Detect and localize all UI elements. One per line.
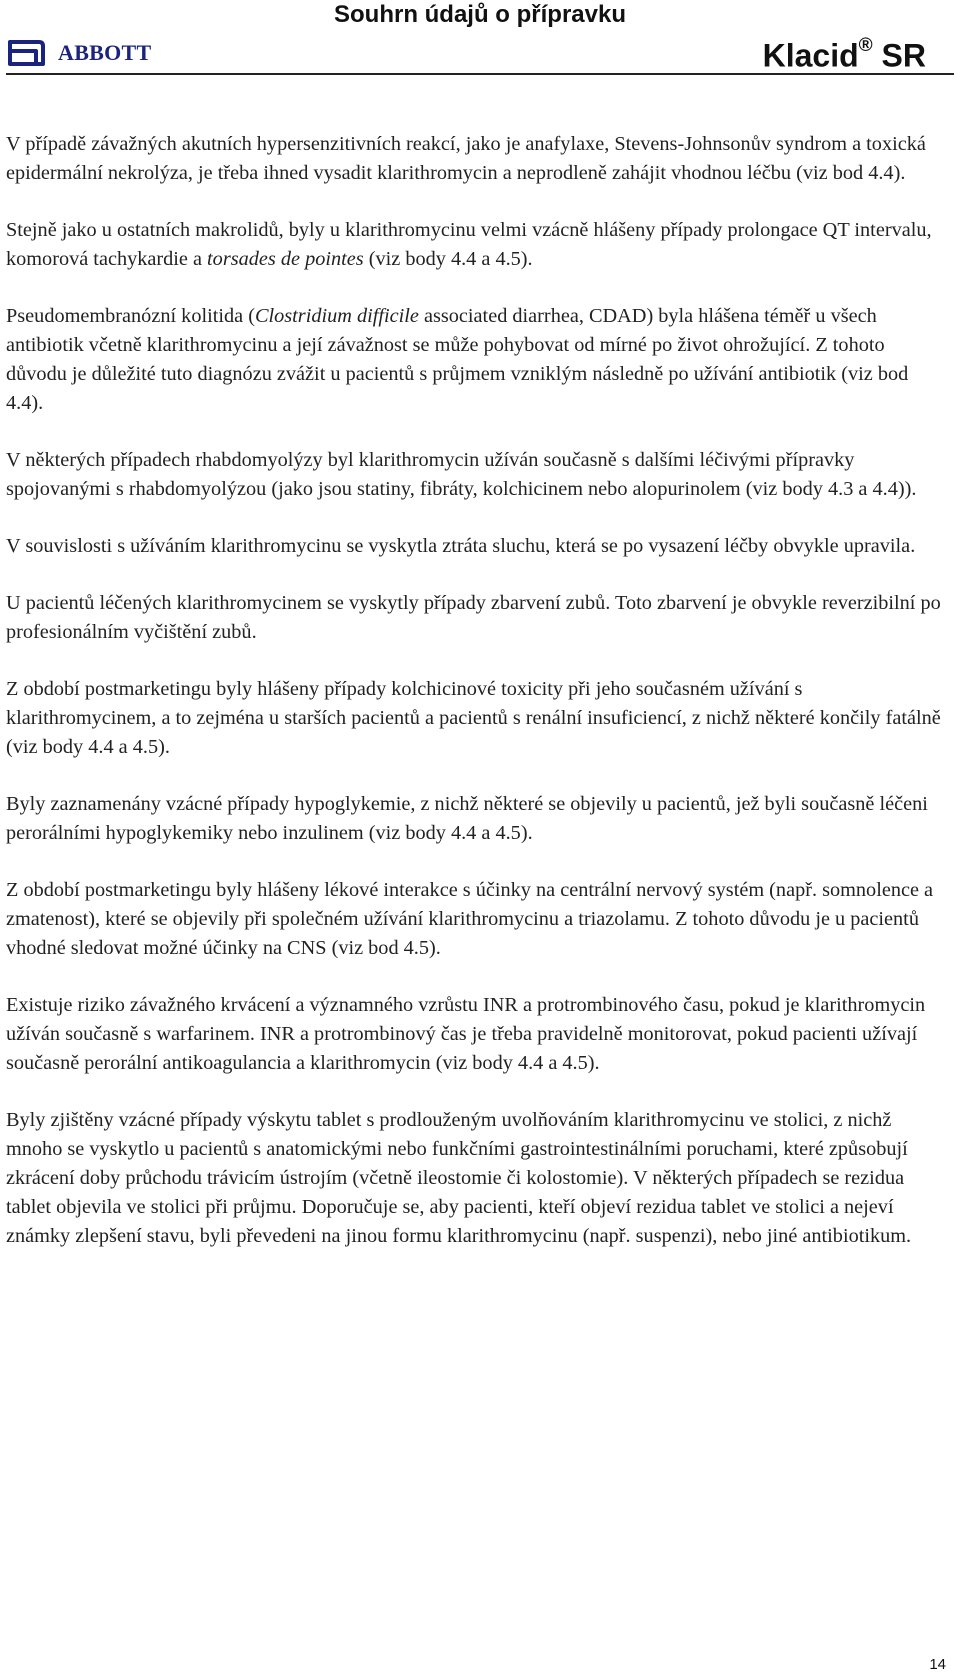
body-paragraph (6, 446, 948, 504)
body-paragraph (6, 991, 948, 1078)
paragraph-text: (viz body 4.4 a 4.5). (363, 248, 533, 270)
body-paragraph (6, 790, 948, 848)
page-number: 14 (929, 1656, 946, 1673)
registered-mark: ® (858, 35, 873, 56)
product-suffix: SR (872, 37, 926, 74)
document-body (6, 130, 948, 1279)
company-logo (6, 36, 152, 70)
company-name: ABBOTT (58, 40, 152, 65)
abbott-logo-icon (6, 39, 46, 67)
body-paragraph (6, 216, 948, 274)
body-paragraph (6, 130, 948, 188)
body-paragraph (6, 589, 948, 647)
product-name-text: Klacid (762, 37, 859, 74)
italic-term: torsades de pointes (207, 248, 364, 270)
paragraph-text: Z období postmarketingu byly hlášeny lékové interakce s účinky na centrální nervový systém (např. somnolence a zmatenost), které se objevily při společném užívání klarithromycinu a triazolamu. Z tohoto důvodu je u pacientů vhodné sledovat možné účinky na CNS (viz bod 4.5). (6, 879, 934, 959)
paragraph-text: Stejně jako u ostatních makrolidů, byly u klarithromycinu velmi vzácně hlášeny případy prolongace QT intervalu, komorová tachykardie a (6, 219, 932, 270)
paragraph-text: Byly zjištěny vzácné případy výskytu tablet s prodlouženým uvolňováním klarithromycinu ve stolici, z nichž mnoho se vyskytlo u pacientů s anatomickými nebo funkčními gastrointestinálními poruchami, které způsobují zkrácení doby průchodu trávicím ústrojím (včetně ileostomie či kolostomie). V některých případech se rezidua tablet objevila ve stolici při průjmu. Doporučuje se, aby pacienti, kteří objeví rezidua tablet ve stolici a nejeví známky zlepšení stavu, byli převedeni na jinou formu klarithromycinu (např. suspenzi), nebo jiné antibiotikum. (6, 1109, 912, 1247)
paragraph-text: V souvislosti s užíváním klarithromycinu se vyskytla ztráta sluchu, která se po vysazení léčby obvykle upravila. (6, 535, 916, 557)
paragraph-text: associated diarrhea, CDAD) byla hlášena téměř u všech antibiotik včetně klarithromycinu a její závažnost se může pohybovat od mírné po život ohrožující. Z tohoto důvodu je důležité tuto diagnózu zvážit u pacientů s průjmem vzniklým následně po užívání antibiotik (viz bod 4.4). (6, 305, 909, 414)
paragraph-text: Z období postmarketingu byly hlášeny případy kolchicinové toxicity při jeho současném užívání s klarithromycinem, a to zejména u starších pacientů a pacientů s renální insuficiencí, z nichž některé končily fatálně (viz body 4.4 a 4.5). (6, 678, 941, 758)
body-paragraph (6, 675, 948, 762)
paragraph-text: Existuje riziko závažného krvácení a významného vzrůstu INR a protrombinového času, pokud je klarithromycin užíván současně s warfarinem. INR a protrombinový čas je třeba pravidelně monitorovat, pokud pacienti užívají současně perorální antikoagulancia a klarithromycin (viz body 4.4 a 4.5). (6, 994, 926, 1074)
paragraph-text: V případě závažných akutních hypersenzitivních reakcí, jako je anafylaxe, Stevens-Johnsonův syndrom a toxická epidermální nekrolýza, je třeba ihned vysadit klarithromycin a neprodleně zahájit vhodnou léčbu (viz bod 4.4). (6, 133, 926, 184)
body-paragraph (6, 876, 948, 963)
header-divider (6, 73, 954, 75)
paragraph-text: Byly zaznamenány vzácné případy hypoglykemie, z nichž některé se objevily u pacientů, jež byli současně léčeni perorálními hypoglykemiky nebo inzulinem (viz body 4.4 a 4.5). (6, 793, 928, 844)
body-paragraph (6, 302, 948, 418)
italic-term: Clostridium difficile (254, 305, 419, 327)
paragraph-text: U pacientů léčených klarithromycinem se vyskytly případy zbarvení zubů. Toto zbarvení je obvykle reverzibilní po profesionálním vyčištění zubů. (6, 592, 941, 643)
paragraph-text: Pseudomembranózní kolitida ( (6, 305, 255, 327)
body-paragraph (6, 532, 948, 561)
body-paragraph (6, 1106, 948, 1251)
product-name (763, 30, 926, 76)
document-title: Souhrn údajů o přípravku (333, 1, 627, 28)
paragraph-text: V některých případech rhabdomyolýzy byl klarithromycin užíván současně s dalšími léčivými přípravky spojovanými s rhabdomyolýzou (jako jsou statiny, fibráty, kolchicinem nebo alopurinolem (viz body 4.3 a 4.4)). (6, 449, 917, 500)
